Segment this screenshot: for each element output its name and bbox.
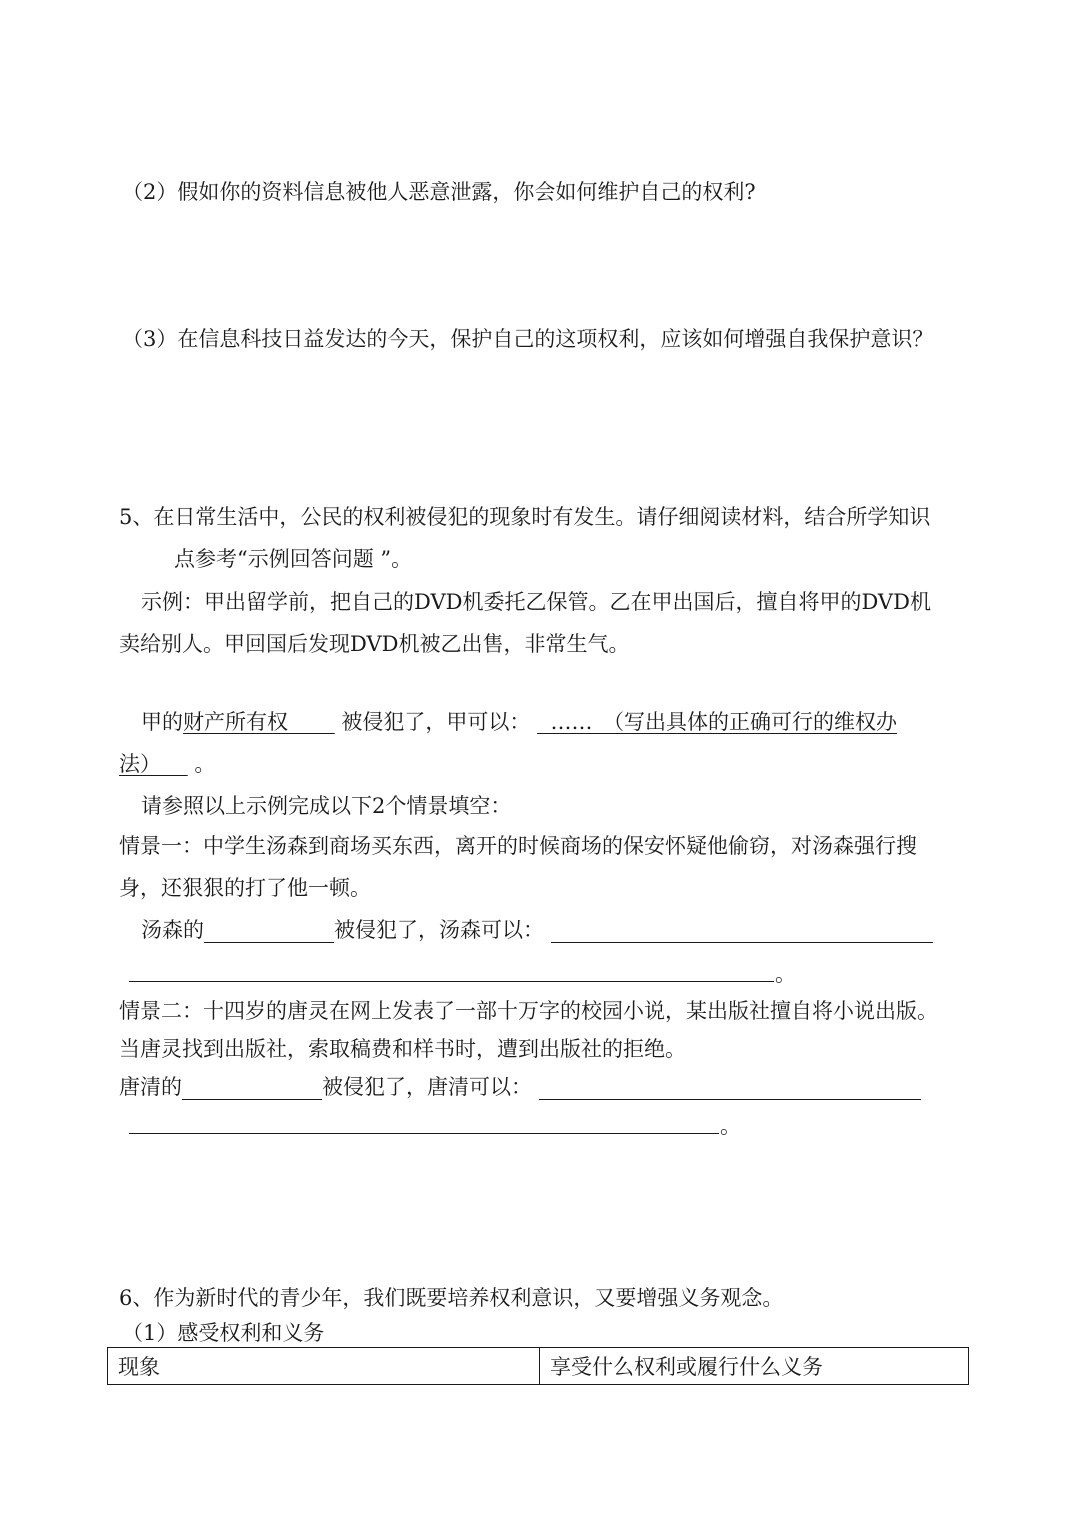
scene1-method-blank[interactable] (551, 920, 933, 943)
rights-duties-table (107, 1347, 969, 1385)
q5-example-line2: 卖给别人。甲回国后发现DVD机被乙出售，非常生气。 (119, 632, 630, 656)
scene2-method-blank-cont[interactable] (129, 1133, 719, 1134)
scene2-line1: 情景二：十四岁的唐灵在网上发表了一部十万字的校园小说，某出版社擅自将小说出版。 (119, 999, 938, 1023)
q5-instruction: 请参照以上示例完成以下2个情景填空： (141, 794, 512, 818)
scene1-method-blank-cont[interactable] (129, 981, 774, 982)
q4-sub3: （3）在信息科技日益发达的今天，保护自己的这项权利，应该如何增强自我保护意识？ (122, 327, 934, 351)
q5-stem-line1: 5、在日常生活中，公民的权利被侵犯的现象时有发生。请仔细阅读材料，结合所学知识 (119, 505, 931, 529)
table-header-row (108, 1348, 969, 1385)
q4-sub2: （2）假如你的资料信息被他人恶意泄露，你会如何维护自己的权利? (122, 180, 756, 204)
table-header-right-or-duty: 享受什么权利或履行什么义务 (540, 1348, 969, 1385)
answer-middle: 被侵犯了，甲可以： (341, 710, 531, 734)
q5-example-line1: 示例：甲出留学前，把自己的DVD机委托乙保管。乙在甲出国后，擅自将甲的DVD机 (141, 590, 931, 614)
scene1-line2: 身，还狠狠的打了他一顿。 (119, 876, 371, 900)
scene2-line2: 当唐灵找到出版社，索取稿费和样书时，遭到出版社的拒绝。 (119, 1037, 686, 1061)
answer-right-underlined: 财产所有权 (183, 710, 288, 734)
q5-stem-line2: 点参考“示例回答问题 ”。 (174, 547, 413, 571)
scene2-fill-line: 唐清的 被侵犯了，唐清可以： (119, 1073, 921, 1101)
answer-prefix: 甲的 (141, 710, 183, 734)
scene1-line1: 情景一：中学生汤森到商场买东西，离开的时候商场的保安怀疑他偷窃，对汤森强行搜 (119, 834, 917, 858)
scene1-fill-line: 汤森的 被侵犯了，汤森可以： (141, 916, 933, 944)
q5-example-answer-cont: 法） 。 (119, 752, 216, 776)
scene2-right-blank[interactable] (182, 1077, 322, 1100)
q5-example-answer (141, 708, 897, 736)
scene1-end: 。 (775, 962, 796, 986)
scene2-end: 。 (720, 1114, 741, 1138)
scene2-method-blank[interactable] (539, 1077, 921, 1100)
scene1-right-blank[interactable] (204, 920, 334, 943)
answer-method-underlined: …… （写出具体的正确可行的维权办 (550, 710, 897, 734)
table-header-phenomenon: 现象 (108, 1348, 540, 1385)
answer-method-end: 法） (119, 752, 161, 776)
q6-sub1: （1）感受权利和义务 (122, 1321, 325, 1345)
q6-stem: 6、作为新时代的青少年，我们既要培养权利意识，又要增强义务观念。 (119, 1286, 784, 1310)
